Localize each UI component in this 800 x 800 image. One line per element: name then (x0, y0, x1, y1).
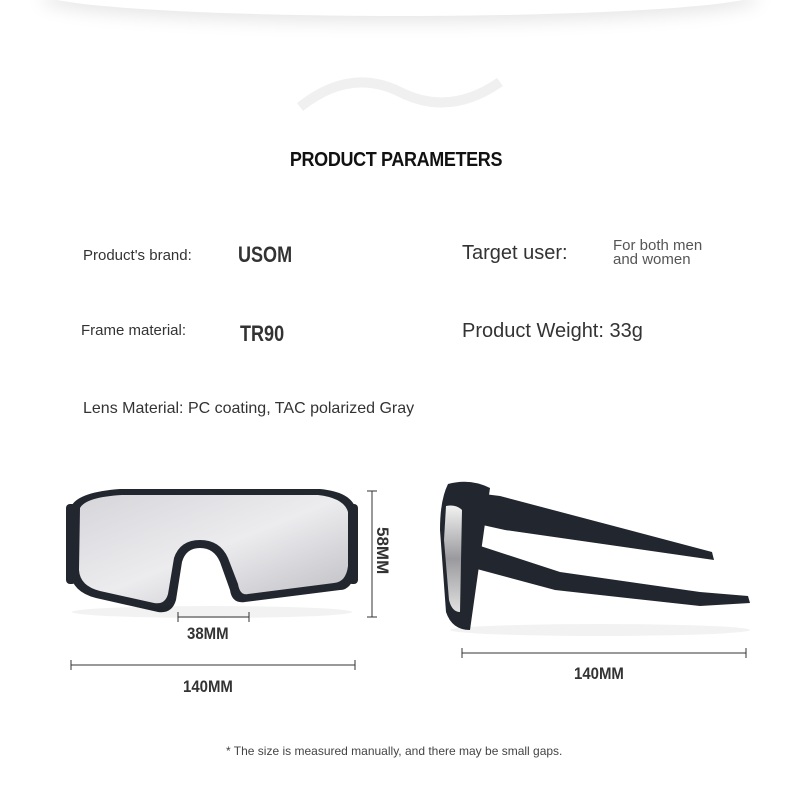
page-title: PRODUCT PARAMETERS (289, 149, 503, 171)
side-shadow (450, 624, 750, 636)
front-width-label: 140MM (183, 677, 233, 696)
frame-material-value: TR90 (240, 321, 285, 346)
side-length-dimension-line (462, 648, 746, 658)
brand-label: Product's brand: (83, 247, 192, 264)
front-width-dimension-line (71, 660, 355, 670)
height-label: 58MM (373, 527, 392, 575)
measurement-note: * The size is measured manually, and there may be small gaps. (226, 744, 563, 758)
left-end-piece (66, 504, 76, 584)
upper-temple-arm (452, 490, 714, 560)
target-user-value-line1: For both men (613, 237, 703, 254)
right-end-piece (348, 504, 358, 584)
brand-value: USOM (238, 242, 293, 267)
target-user-label: Target user: (462, 242, 568, 264)
frame-material-label: Frame material: (81, 322, 187, 339)
product-weight-text: Product Weight: 33g (462, 320, 643, 342)
front-shadow (72, 606, 352, 618)
side-length-label: 140MM (574, 664, 624, 683)
nose-width-label: 38MM (187, 624, 229, 643)
lower-temple-arm (462, 540, 750, 606)
lens-material-text: Lens Material: PC coating, TAC polarized Gray (83, 400, 415, 417)
target-user-value-line2: and women (613, 251, 691, 268)
side-view-glasses (440, 482, 750, 636)
